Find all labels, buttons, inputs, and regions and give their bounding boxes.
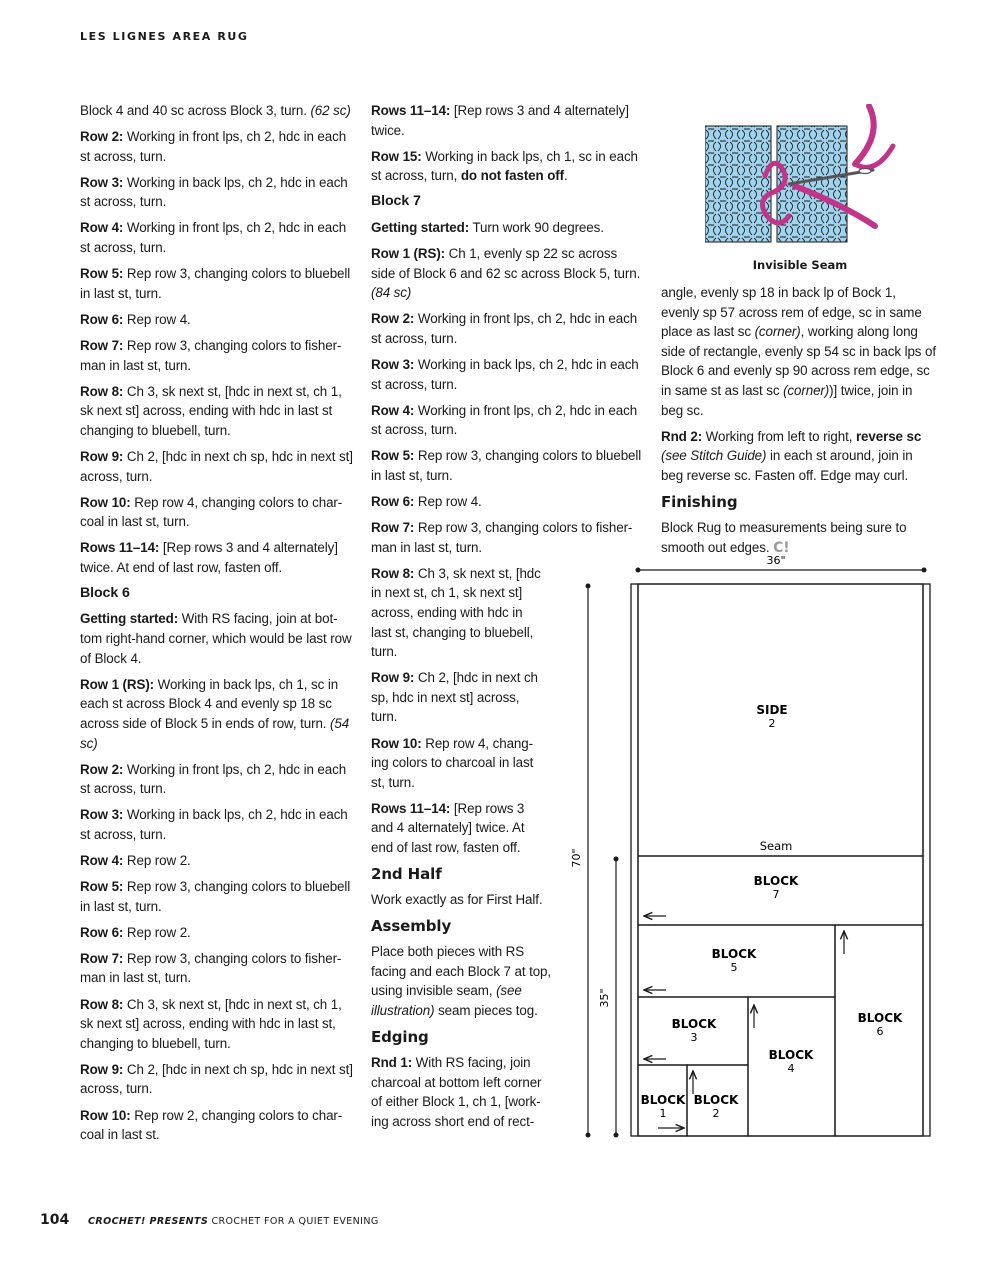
- block-7: [638, 856, 923, 925]
- finishing-heading: Finishing: [661, 492, 738, 511]
- publication-name: CROCHET! PRESENTS: [88, 1216, 209, 1227]
- instruction-row-8: Row 8: Ch 3, sk next st, [hdc in next st, ch 1, sk next st] across, ending with hdc in last st changing to bluebell, turn.: [80, 383, 342, 438]
- block7-row-1: Row 1 (RS): Ch 1, evenly sp 22 sc across side of Block 6 and 62 sc across Block 5, turn. (84 sc): [371, 245, 641, 301]
- block7-row-2: Row 2: Working in front lps, ch 2, hdc in each st across, turn.: [371, 311, 638, 346]
- rug-assembly-diagram: [568, 550, 948, 1150]
- instruction-row-4: Row 4: Working in front lps, ch 2, hdc in each st across, turn.: [80, 220, 347, 256]
- footer-publication: [88, 1216, 379, 1227]
- full-height-dot-top: [586, 584, 591, 589]
- block6-getting-started: Getting started: With RS facing, join at bot-tom right-hand corner, which would be last row of Block 4.: [80, 611, 352, 666]
- full-height-label: 70": [570, 848, 583, 868]
- block6-row-8: Row 8: Ch 3, sk next st, [hdc in next st, ch 1, sk next st] across, ending with hdc in last st, changing to bluebell, turn.: [80, 996, 342, 1051]
- block7-row-5: Row 5: Rep row 3, changing colors to bluebell in last st, turn.: [371, 448, 642, 483]
- block7-row-4: Row 4: Working in front lps, ch 2, hdc in each st across, turn.: [371, 402, 638, 438]
- half-height-label: 35": [598, 988, 611, 1008]
- second-half-text: Work exactly as for First Half.: [371, 892, 543, 908]
- illustration-caption: Invisible Seam: [752, 258, 848, 272]
- block7-row-10: Row 10: Rep row 4, chang-ing colors to charcoal in last st, turn.: [371, 735, 534, 790]
- block6-row-1: Row 1 (RS): Working in back lps, ch 1, sc in each st across Block 4 and evenly sp 18 sc across side of Block 5 in ends of row, turn. (54 sc): [80, 676, 350, 751]
- edging-round-1: Rnd 1: With RS facing, join charcoal at bottom left corner of either Block 1, ch 1, [work-ing across short end of rect-: [371, 1055, 542, 1129]
- instruction-row-10: Row 10: Rep row 4, changing colors to char-coal in last st, turn.: [80, 494, 343, 530]
- block7-row-7: Row 7: Rep row 3, changing colors to fisher-man in last st, turn.: [371, 520, 633, 555]
- text-column-1: [80, 101, 356, 1151]
- block-3-number: 3: [690, 1031, 698, 1044]
- paragraph-block4-continued: Block 4 and 40 sc across Block 3, turn. (62 sc): [80, 103, 351, 118]
- block-1-number: 1: [659, 1107, 667, 1120]
- block6-row-7: Row 7: Rep row 3, changing colors to fisher-man in last st, turn.: [80, 950, 342, 986]
- book-title: CROCHET FOR A QUIET EVENING: [211, 1216, 379, 1227]
- end-mark-logo: C!: [773, 539, 790, 556]
- seam-label: Seam: [759, 839, 793, 853]
- instruction-row-3: Row 3: Working in back lps, ch 2, hdc in each st across, turn.: [80, 174, 348, 210]
- block6-heading: Block 6: [80, 584, 130, 601]
- running-title: LES LIGNES AREA RUG: [80, 30, 249, 43]
- width-dimension-dot-right: [922, 568, 927, 573]
- edging-round-2: Rnd 2: Working from left to right, reverse sc (see Stitch Guide) in each st around, join in beg reverse sc. Fasten off. Edge may curl.: [661, 428, 922, 483]
- block7-row-3: Row 3: Working in back lps, ch 2, hdc in each st across, turn.: [371, 356, 639, 392]
- invisible-seam-illustration: [705, 104, 905, 254]
- block-4-label: BLOCK: [768, 1048, 814, 1062]
- block6-row-5: Row 5: Rep row 3, changing colors to bluebell in last st, turn.: [80, 879, 351, 914]
- block-2-number: 2: [712, 1107, 720, 1120]
- instruction-row-6: Row 6: Rep row 4.: [80, 311, 191, 327]
- block-7-label: BLOCK: [753, 874, 799, 888]
- needle-eye: [859, 169, 871, 174]
- block7-row-6: Row 6: Rep row 4.: [371, 494, 482, 509]
- left-fabric-piece: [705, 126, 771, 242]
- block-3-label: BLOCK: [671, 1017, 717, 1031]
- second-half-heading: 2nd Half: [371, 865, 442, 884]
- instruction-row-7: Row 7: Rep row 3, changing colors to fisher-man in last st, turn.: [80, 337, 342, 373]
- instruction-rows-11-14: Rows 11–14: [Rep rows 3 and 4 alternately] twice. At end of last row, fasten off.: [80, 540, 338, 575]
- block-5-number: 5: [730, 961, 738, 974]
- block7-rows-11-14: Rows 11–14: [Rep rows 3 and 4 alternately] twice. At end of last row, fasten off.: [371, 800, 525, 855]
- text-column-3: [661, 283, 937, 565]
- instruction-row-2: Row 2: Working in front lps, ch 2, hdc in each st across, turn.: [80, 129, 347, 164]
- assembly-heading: Assembly: [371, 917, 452, 936]
- half-height-dot-bottom: [614, 1133, 619, 1138]
- width-dimension-dot-left: [636, 568, 641, 573]
- block-2-label: BLOCK: [693, 1093, 739, 1107]
- block-5-label: BLOCK: [711, 947, 757, 961]
- yarn-tail-top: [855, 106, 874, 164]
- block7-row-9: Row 9: Ch 2, [hdc in next ch sp, hdc in next st] across, turn.: [371, 670, 538, 725]
- block-6-label: BLOCK: [857, 1011, 903, 1025]
- block7-heading: Block 7: [371, 193, 421, 210]
- side-2-panel: [638, 584, 923, 856]
- block-4-number: 4: [787, 1062, 795, 1075]
- block6-row-9: Row 9: Ch 2, [hdc in next ch sp, hdc in next st] across, turn.: [80, 1061, 353, 1097]
- finishing-text: Block Rug to measurements being sure to smooth out edges. C!: [661, 519, 907, 556]
- page-number: 104: [40, 1212, 70, 1228]
- instruction-row-9: Row 9: Ch 2, [hdc in next ch sp, hdc in next st] across, turn.: [80, 448, 353, 484]
- block6-row-6: Row 6: Rep row 2.: [80, 924, 191, 940]
- block-6-number: 6: [876, 1025, 884, 1038]
- assembly-text: Place both pieces with RS facing and each Block 7 at top, using invisible seam, (see illustration) seam pieces tog.: [371, 944, 552, 1018]
- block7-getting-started: Getting started: Turn work 90 degrees.: [371, 219, 604, 235]
- full-height-dot-bottom: [586, 1133, 591, 1138]
- block-7-number: 7: [772, 888, 780, 901]
- instruction-rows-11-14: Rows 11–14: [Rep rows 3 and 4 alternately] twice.: [371, 103, 629, 138]
- edging-round-1-continued: angle, evenly sp 18 in back lp of Bock 1, evenly sp 57 across rem of edge, sc in same place as last sc (corner), working along long side of rectangle, evenly sp 54 sc in back lps of Block 6 and evenly sp 90 across rem edge, sc in same st as last sc (corner))] twice, join in beg sc.: [661, 285, 936, 418]
- instruction-row-5: Row 5: Rep row 3, changing colors to bluebell in last st, turn.: [80, 266, 351, 301]
- side-label: SIDE: [756, 703, 788, 717]
- block6-row-10: Row 10: Rep row 2, changing colors to char-coal in last st.: [80, 1107, 343, 1143]
- edging-heading: Edging: [371, 1028, 429, 1047]
- block-1-label: BLOCK: [640, 1093, 686, 1107]
- block7-row-8: Row 8: Ch 3, sk next st, [hdc in next st, ch 1, sk next st] across, ending with hdc in last st, changing to bluebell, turn.: [371, 565, 541, 660]
- block6-row-4: Row 4: Rep row 2.: [80, 853, 191, 868]
- block6-row-2: Row 2: Working in front lps, ch 2, hdc in each st across, turn.: [80, 761, 347, 797]
- width-label: 36": [766, 554, 786, 567]
- block6-row-3: Row 3: Working in back lps, ch 2, hdc in each st across, turn.: [80, 807, 348, 842]
- half-height-dot-top: [614, 857, 619, 862]
- instruction-row-15: Row 15: Working in back lps, ch 1, sc in each st across, turn, do not fasten off.: [371, 148, 638, 184]
- side-number: 2: [768, 717, 776, 730]
